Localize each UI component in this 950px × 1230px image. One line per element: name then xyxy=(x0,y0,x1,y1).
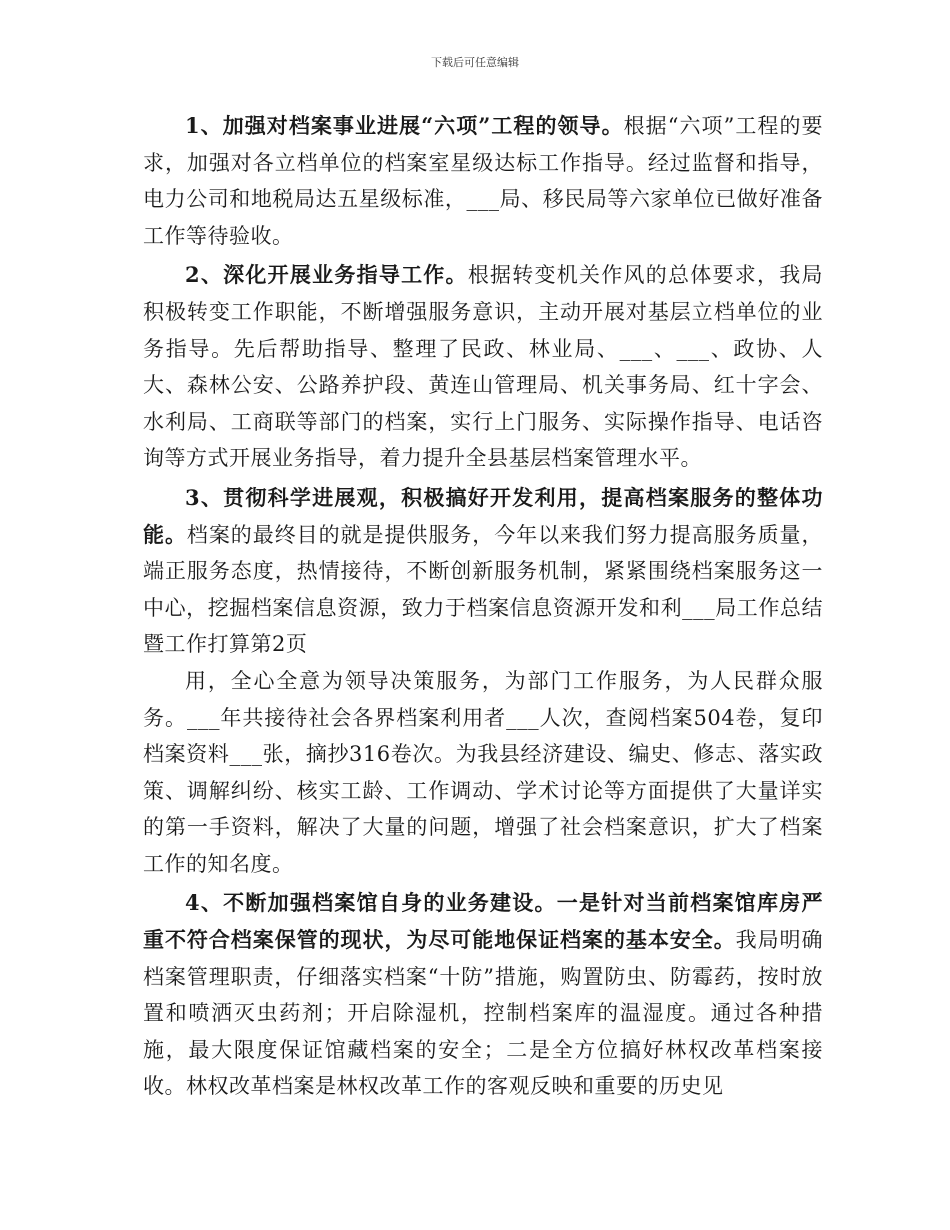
paragraph-3-continued-text: 用，全心全意为领导决策服务，为部门工作服务，为人民群众服务。___年共接待社会各界档案利用者___人次，查阅档案504卷，复印档案资料___张，摘抄316卷次。为我县经济建设、编史、修志、落实政策、调解纠纷、核实工龄、工作调动、学术讨论等方面提供了大量详实的第一手资料，解决了大量的问题，增强了社会档案意识，扩大了档案工作的知名度。 xyxy=(143,668,823,876)
paragraph-1 xyxy=(143,108,823,254)
paragraph-2 xyxy=(143,257,823,477)
paragraph-2-heading: 2、深化开展业务指导工作。 xyxy=(185,262,468,288)
paragraph-3-continued xyxy=(143,663,823,883)
paragraph-3-heading: 3、贯彻科学进展观，积极搞好开发利用，提高档案服务的整体功能。 xyxy=(143,484,823,547)
paragraph-4-text: 我局明确档案管理职责，仔细落实档案“十防”措施，购置防虫、防霉药，按时放置和喷洒灭虫药剂；开启除湿机，控制档案库的温湿度。通过各种措施，最大限度保证馆藏档案的安全；二是全方位搞好林权改革档案接收。林权改革档案是林权改革工作的客观反映和重要的历史见 xyxy=(143,928,824,1099)
paragraph-3 xyxy=(143,480,823,663)
document-body xyxy=(143,108,823,1105)
paragraph-1-text: 根据“六项”工程的要求，加强对各立档单位的档案室星级达标工作指导。经过监督和指导，电力公司和地税局达五星级标准，___局、移民局等六家单位已做好准备工作等待验收。 xyxy=(143,114,823,248)
paragraph-1-heading: 1、加强对档案事业进展“六项”工程的领导。 xyxy=(185,113,624,138)
paragraph-4 xyxy=(143,885,823,1105)
paragraph-4-heading: 4、不断加强档案馆自身的业务建设。一是针对当前档案馆库房严重不符合档案保管的现状，为尽可能地保证档案的基本安全。 xyxy=(143,890,823,953)
paragraph-2-text: 根据转变机关作风的总体要求，我局积极转变工作职能，不断增强服务意识，主动开展对基层立档单位的业务指导。先后帮助指导、整理了民政、林业局、___、___、政协、人大、森林公安、公路养护段、黄连山管理局、机关事务局、红十字会、水利局、工商联等部门的档案，实行上门服务、实际操作指导、电话咨询等方式开展业务指导，着力提升全县基层档案管理水平。 xyxy=(143,263,823,471)
page-header: 下载后可任意编辑 xyxy=(431,56,519,69)
paragraph-3-text: 档案的最终目的就是提供服务，今年以来我们努力提高服务质量，端正服务态度，热情接待，不断创新服务机制，紧紧围绕档案服务这一中心，挖掘档案信息资源，致力于档案信息资源开发和利___局工作总结暨工作打算第2页 xyxy=(143,522,824,657)
